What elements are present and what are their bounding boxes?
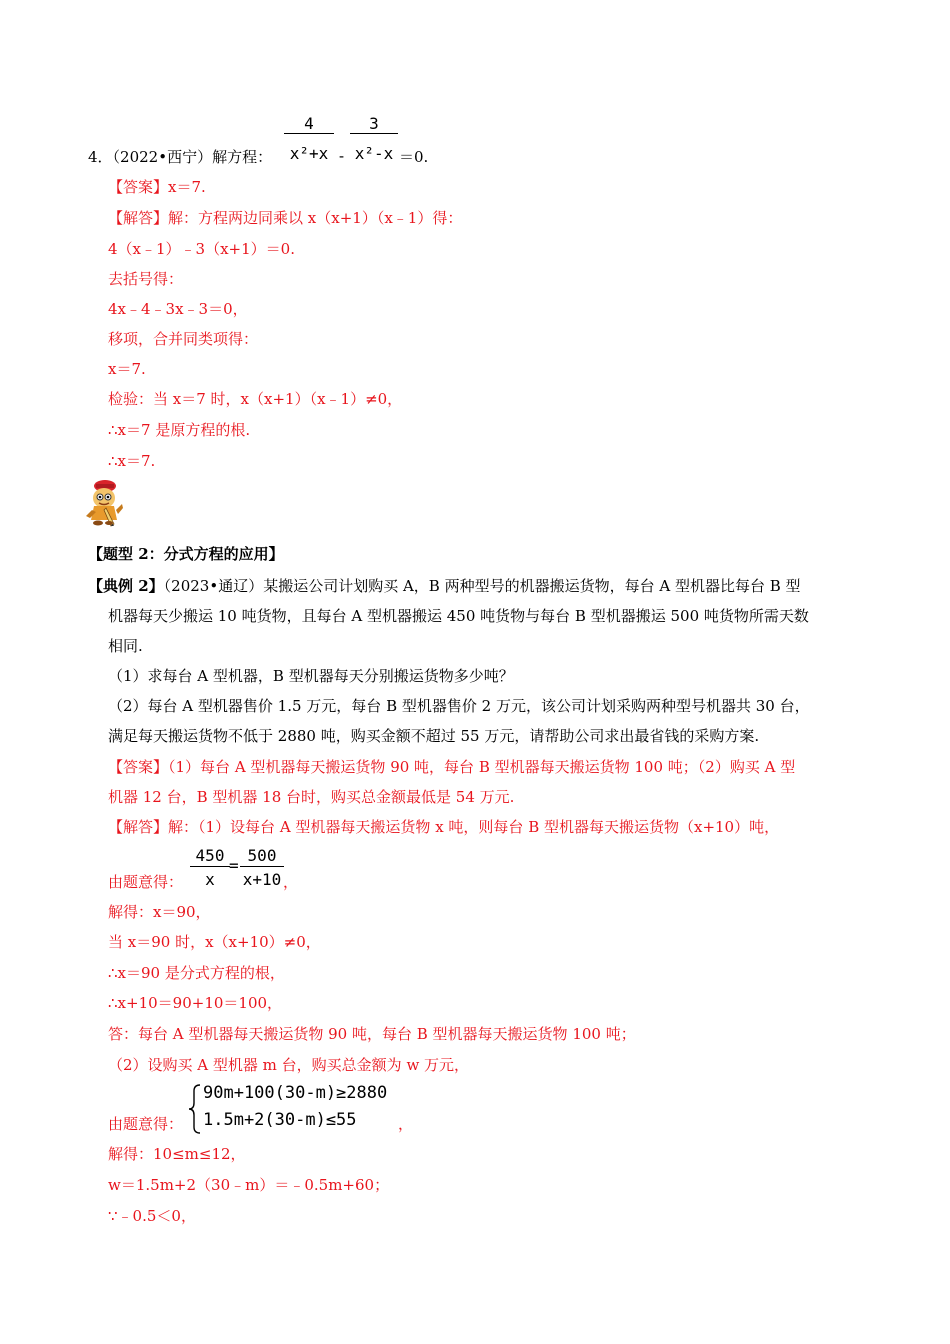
equals-sign: = xyxy=(229,856,239,875)
fraction-numerator: 450 xyxy=(195,846,225,865)
answer-2-line-1: 【答案】（1）每台 A 型机器每天搬运货物 90 吨，每台 B 型机器每天搬运货物 100 吨；（2）购买 A 型 xyxy=(108,758,796,776)
section-heading-type-2: 【题型 2：分式方程的应用】 xyxy=(88,545,284,563)
solution-4-line-3: 去括号得： xyxy=(108,270,184,288)
solution-tag: 【解答】 xyxy=(108,818,169,836)
minus-sign: - xyxy=(337,147,347,165)
fraction-numerator: 500 xyxy=(247,846,277,865)
system-suffix: ， xyxy=(398,1115,414,1133)
system-prefix: 由题意得： xyxy=(108,1115,184,1133)
solution-2-line-because: ∵﹣0.5＜0， xyxy=(108,1207,196,1225)
answer-value: x＝7. xyxy=(168,178,206,196)
fraction-numerator: 3 xyxy=(369,114,379,133)
solution-4-line-8: ∴x＝7 是原方程的根. xyxy=(108,421,251,439)
example-2-part-2-line-1: （2）每台 A 型机器售价 1.5 万元，每台 B 型机器售价 2 万元，该公司计划采购两种型号机器共 30 台， xyxy=(108,697,810,715)
solution-4-line-5: 移项，合并同类项得： xyxy=(108,330,259,348)
solution-2-part-2-setup: （2）设购买 A 型机器 m 台，购买总金额为 w 万元， xyxy=(108,1056,470,1074)
example-2-part-2-line-2: 满足每天搬运货物不低于 2880 吨，购买金额不超过 55 万元，请帮助公司求出最省钱的采购方案. xyxy=(108,727,760,745)
equation-prefix: 由题意得： xyxy=(108,873,184,891)
solution-2-line-range: 解得：10≤m≤12， xyxy=(108,1145,246,1163)
solution-4-line-2: 4（x﹣1）﹣3（x+1）＝0. xyxy=(108,240,295,258)
example-tag: 【典例 2】 xyxy=(88,577,164,595)
example-2-line-2: 机器每天少搬运 10 吨货物，且每台 A 型机器搬运 450 吨货物与每台 B 型机器搬运 500 吨货物所需天数 xyxy=(108,607,809,625)
fraction-denominator: x xyxy=(205,870,215,889)
solution-4-line-6: x＝7. xyxy=(108,360,146,378)
fraction-bar xyxy=(190,866,230,867)
answer-tag: 【答案】 xyxy=(108,178,169,196)
solution-4-line-1: 【解答】解：方程两边同乘以 x（x+1）（x﹣1）得： xyxy=(108,209,463,227)
fraction-4-over-x2-plus-x xyxy=(284,114,334,164)
fraction-500-over-x-plus-10 xyxy=(240,846,284,892)
inequality-2: 1.5m+2(30-m)≤55 xyxy=(203,1110,357,1130)
solution-2-line-b: ∴x+10＝90+10＝100， xyxy=(108,994,283,1012)
fraction-denominator: x²-x xyxy=(354,144,394,163)
question-4-prefix: 4．（2022•西宁）解方程： xyxy=(88,148,273,166)
inequality-1: 90m+100(30-m)≥2880 xyxy=(203,1083,388,1103)
example-2-line-1: 【典例 2】（2023•通辽）某搬运公司计划购买 A，B 两种型号的机器搬运货物，每台 A 型机器比每台 B 型 xyxy=(88,577,801,595)
solution-4-line-4: 4x﹣4﹣3x﹣3＝0， xyxy=(108,300,248,318)
pencil-mascot-icon xyxy=(84,478,124,528)
solution-4-line-7: 检验：当 x＝7 时，x（x+1）（x﹣1）≠0， xyxy=(108,390,403,408)
solution-2-line-w: w＝1.5m+2（30﹣m）＝﹣0.5m+60； xyxy=(108,1176,390,1194)
left-brace-icon xyxy=(188,1083,202,1135)
equals-zero: ＝0. xyxy=(399,148,429,166)
fraction-denominator: x+10 xyxy=(242,870,282,889)
solution-2-line-answer: 答：每台 A 型机器每天搬运货物 90 吨，每台 B 型机器每天搬运货物 100 吨； xyxy=(108,1025,636,1043)
solution-2-line-root: ∴x＝90 是分式方程的根， xyxy=(108,964,285,982)
equation-suffix: ， xyxy=(283,873,299,891)
solution-2-line-solve: 解得：x＝90， xyxy=(108,903,211,921)
solution-4-line-9: ∴x＝7. xyxy=(108,452,156,470)
answer-4 xyxy=(108,177,206,197)
solution-2-line-check: 当 x＝90 时，x（x+10）≠0， xyxy=(108,933,321,951)
fraction-numerator: 4 xyxy=(304,114,314,133)
fraction-450-over-x xyxy=(190,846,230,892)
fraction-bar xyxy=(240,866,284,867)
answer-2-line-2: 机器 12 台，B 型机器 18 台时，购买总金额最低是 54 万元. xyxy=(108,788,515,806)
fraction-bar xyxy=(350,133,398,134)
fraction-3-over-x2-minus-x xyxy=(350,114,398,164)
fraction-bar xyxy=(284,133,334,134)
fraction-denominator: x²+x xyxy=(289,144,329,163)
answer-tag: 【答案】 xyxy=(108,758,169,776)
example-2-part-1: （1）求每台 A 型机器，B 型机器每天分别搬运货物多少吨？ xyxy=(108,667,514,685)
example-2-line-3: 相同. xyxy=(108,637,143,655)
solution-tag: 【解答】 xyxy=(108,209,169,227)
solution-2-line-1: 【解答】解：（1）设每台 A 型机器每天搬运货物 x 吨，则每台 B 型机器每天搬运货物（x+10）吨， xyxy=(108,818,780,836)
